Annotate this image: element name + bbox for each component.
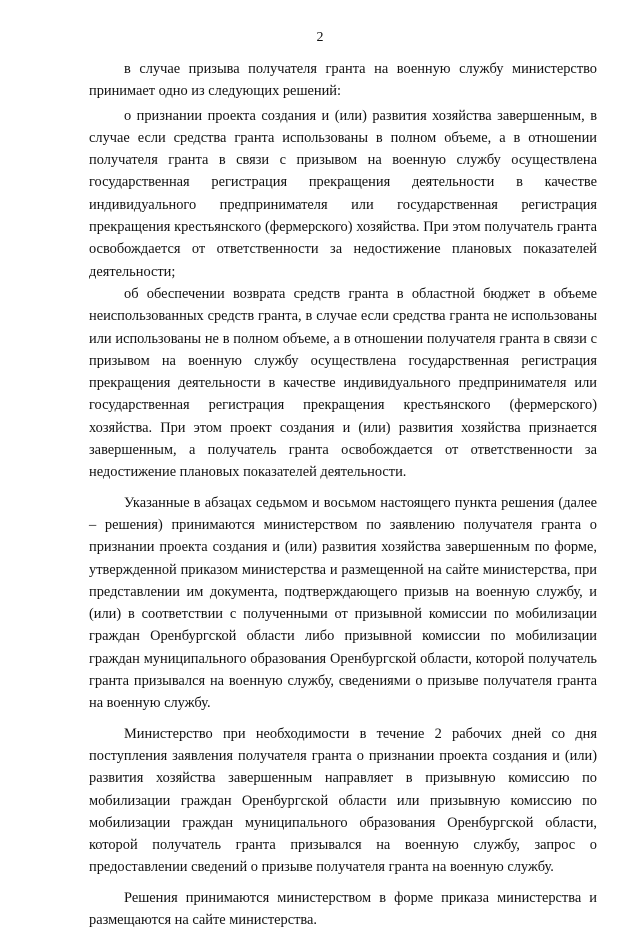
paragraph-decisions-form: Решения принимаются министерством в форме приказа министерства и размещаются на сайте министерства. (89, 889, 597, 928)
paragraph-ministry-request: Министерство при необходимости в течение 2 рабочих дней со дня поступления заявления получателя гранта о признании проекта создания и (или) развития хозяйства завершенным направляет в призывную комиссию по мобилизации граждан Оренбургской области или призывную комиссию по мобилизации граждан муниципального образования Оренбургской области, которой получатель гранта призывался на военную службу, запрос о предоставлении сведений о призыве получателя гранта на военную службу. (89, 725, 597, 876)
paragraph-decisions-application: Указанные в абзацах седьмом и восьмом настоящего пункта решения (далее – решения) принимаются министерством по заявлению получателя гранта о признании проекта создания и (или) развития хозяйства завершенным по форме, утвержденной приказом министерства и размещенной на сайте министерства, при представлении им документа, подтверждающего призыв на военную службу, и (или) в соответствии с полученными от призывной комиссии по мобилизации граждан Оренбургской области либо призывной комиссии по мобилизации граждан муниципального образования Оренбургской области, которой получатель гранта призывался на военную службу, сведениями о призыве получателя гранта на военную службу. (89, 494, 597, 712)
paragraph-decision-refund: об обеспечении возврата средств гранта в областной бюджет в объеме неиспользованных средств гранта, в случае если средства гранта не использованы или использованы не в полном объеме, а в отношении получателя гранта в связи с призывом на военную службу осуществлена государственная регистрация прекращения деятельности в качестве индивидуального предпринимателя или государственная регистрация прекращения крестьянского (фермерского) хозяйства. При этом проект создания и (или) развития хозяйства признается завершенным, а получатель гранта освобождается от ответственности за недостижение плановых показателей деятельности. (89, 285, 597, 481)
page-number: 2 (316, 30, 324, 45)
paragraph-intro: в случае призыва получателя гранта на военную службу министерство принимает одно из следующих решений: (89, 61, 597, 100)
paragraph-decision-completed: о признании проекта создания и (или) развития хозяйства завершенным, в случае если средства гранта использованы в полном объеме, а в отношении получателя гранта в связи с призывом на военную службу осуществлена государственная регистрация прекращения деятельности в качестве индивидуального предпринимателя или государственная регистрация прекращения крестьянского (фермерского) хозяйства. При этом получатель гранта освобождается от ответственности за недостижение плановых показателей деятельности; (89, 107, 597, 280)
document-body (89, 58, 597, 931)
